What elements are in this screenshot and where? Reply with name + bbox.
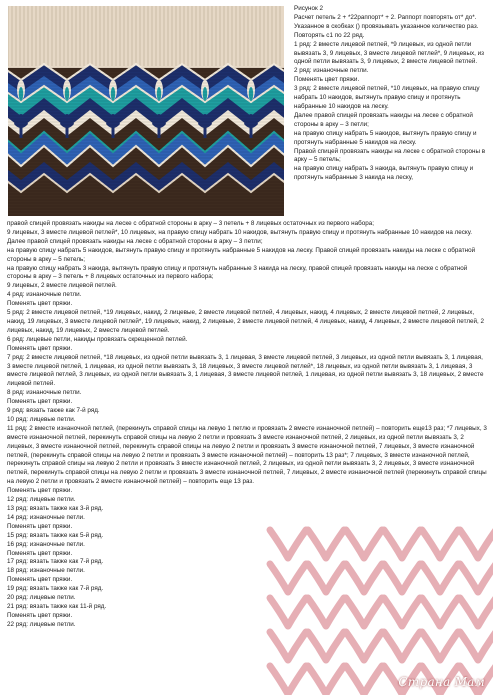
watermark xyxy=(260,520,493,695)
instruction-line: 6 ряд: лицевые петли, накиды провязать скрещенной петлей. xyxy=(7,335,188,343)
instruction-line: Правой спицей провязать накиды на леске с обратной стороны в арку – 5 петель; xyxy=(294,147,486,164)
instruction-line: 1 ряд: 2 вместе лицевой петлей, *9 лицевых, из одной петли вывязать 3, 9 лицевых, 3 вместе лицевой петлей*, 9 лицевых, из одной петли вывязать 3, 9 лицевых, 2 вместе лицевой петлей. xyxy=(294,40,485,66)
instruction-line: Поменять цвет пряжи. xyxy=(7,549,73,557)
watermark-pattern-icon xyxy=(260,520,493,695)
knitting-photo xyxy=(8,6,284,216)
instruction-line: Поменять цвет пряжи. xyxy=(7,611,73,619)
instruction-line: Поменять цвет пряжи. xyxy=(7,576,73,584)
side-lines-list xyxy=(294,14,488,183)
instruction-line: 22 ряд: лицевые петли. xyxy=(7,620,76,628)
instruction-line: 18 ряд: изнаночные петли. xyxy=(7,567,85,575)
instruction-line: Далее правой спицей провязать накиды на леске с обратной стороны в арку – 3 петли; xyxy=(294,111,473,128)
instruction-line: 19 ряд: вязать также как 7-й ряд. xyxy=(7,585,104,593)
instruction-line: 2 ряд: изнаночные петли. xyxy=(294,67,369,75)
instruction-line: 13 ряд: вязать также как 3-й ряд. xyxy=(7,505,104,512)
knitting-pattern-image xyxy=(8,6,284,216)
instruction-line: Поменять цвет пряжи. xyxy=(294,76,360,84)
instruction-line: Поменять цвет пряжи. xyxy=(7,300,73,308)
instruction-line: 9 ряд: вязать также как 7-й ряд. xyxy=(7,407,100,415)
instruction-line: Поменять цвет пряжи. xyxy=(7,487,73,495)
watermark-logo: Страна Мам xyxy=(398,675,485,689)
instruction-line: 9 лицевых, 3 вместе лицевой петлей*, 10 лицевых, на правую спицу набрать 10 накидов, вытянуть правую спицу и протянуть набранные 10 накидов на леску. Далее правой спицей провязать накиды на леске с обратной стороны в арку – 3 петли; xyxy=(7,228,473,245)
instruction-line: 10 ряд: лицевые петли. xyxy=(7,415,76,423)
instruction-line: 9 лицевых, 2 вместе лицевой петлей. xyxy=(7,282,117,290)
instruction-line: 4 ряд: изнаночные петли. xyxy=(7,291,82,299)
instructions-side-column xyxy=(294,5,488,183)
instruction-line: на правую спицу набрать 5 накидов, вытянуть правую спицу и протянуть набранные 5 накидов на леску. Правой спицей провязать накиды на леске с обратной стороны в арку – 5 петель; xyxy=(7,246,476,263)
instruction-line: 12 ряд: лицевые петли. xyxy=(7,496,76,504)
instruction-line: правой спицей провязать накиды на леске с обратной стороны в арку – 3 петель + 8 лицевых остаточных из первого набора; xyxy=(7,220,374,227)
instruction-line: 20 ряд: лицевые петли. xyxy=(7,594,76,602)
instruction-line: 17 ряд: вязать также как 7-й ряд. xyxy=(7,558,104,566)
instruction-line: Поменять цвет пряжи. xyxy=(7,522,73,530)
instruction-line: 7 ряд: 2 вместе лицевой петлей, *18 лицевых, из одной петли вывязать 3, 1 лицевая, 3 вместе лицевой петлей, 3 лицевых, из одной петли вывязать 3, 1 лицевая, 3 вместе лицевой петлей, 1 лицевая, из одной петли вывязать 3, 18 лицевых, 3 вместе лицевой петлей*, 18 лицевых, из одной петли вывязать 3, 1 лицевая, 3 вместе лицевой петлей, 3 лицевых, из одной петли вывязать 3, 1 лицевая, 3 вместе лицевой петлей, 1 лицевая, из одной петли вывязать 3, 18 лицевых, 2 вместе лицевой петлей. xyxy=(7,353,484,388)
instruction-line: 16 ряд: изнаночные петли. xyxy=(7,540,85,548)
instruction-line: на правую спицу набрать 3 накида, вытянуть правую спицу и протянуть набранные 3 накида на леску, правой спицей провязать накиды на леске с обратной стороны в арку – 3 петель + 8 лицевых остаточных из первого набора; xyxy=(7,264,468,281)
instruction-line: Поменять цвет пряжи. xyxy=(7,398,73,406)
instruction-line: 14 ряд: изнаночные петли. xyxy=(7,513,85,521)
instruction-line: 15 ряд: вязать также как 5-й ряд. xyxy=(7,531,104,539)
instruction-line: 3 ряд: 2 вместе лицевой петлей, *10 лицевых, на правую спицу набрать 10 накидов, вытянуть правую спицу и протянуть набранные 10 накидов на леску. xyxy=(294,85,480,110)
instruction-line: 21 ряд: вязать также как 11-й ряд. xyxy=(7,602,107,610)
instruction-line: Поменять цвет пряжи. xyxy=(7,344,73,352)
instruction-line: 11 ряд: 2 вместе изнаночной петлей, (перекинуть справой спицы на левую 1 петлю и провязать 2 вместе изнаночной петлей) – повторить еще13 раз; *7 лицевых, 3 вместе изнаночной петлей, перекинуть справой спицы на левую 2 петли и провязать 3 вместе изнаночной петлей, 2 лицевых, из одной петли вывязать 3, 2 лицевых, 3 вместе изнаночной петлей, перекинуть справой спицы на левую 2 петли и провязать 3 вместе изнаночной петлей, 7 лицевых, 3 вместе изнаночной петлей, (перекинуть справой спицы на левую 2 петли и провязать 3 вместе изнаночной петлей) – повторить 13 раз*; 7 лицевых, 3 вместе изнаночной петлей, перекинуть справой спицы на левую 2 петли и провязать 3 вместе изнаночной петлей, 2 лицевых, из одной петли вывязать 3, 2 лицевых, 3 вместе изнаночной петлей, перекинуть справой спицы на левую 2 петли и провязать 3 вместе изнаночной петлей, 7 лицевых, 2 вместе изнаночной петлей (перекинуть справой спицы на левую 2 петли и провязать 2 вместе изнаночной петлей) – повторить еще 13 раз. xyxy=(7,424,487,486)
instruction-line: 5 ряд: 2 вместе лицевой петлей, *19 лицевых, накид, 2 лицевые, 2 вместе лицевой петлей, 4 лицевых, накид, 4 лицевых, 2 вместе лицевой петлей, 2 лицевых, накид, 19 лицевых, 3 вместе лицевой петлей*, 19 лицевых, накид, 2 лицевые, 2 вместе лицевой петлей, 4 лицевых, накид, 4 лицевых, 2 вместе лицевой петлей, 2 лицевых, накид, 19 лицевых, 2 вместе лицевой петлей. xyxy=(7,309,485,334)
instruction-line: на правую спицу набрать 3 накида, вытянуть правую спицу и протянуть набранные 3 накида на леску, xyxy=(294,165,474,182)
instruction-line: Расчет петель 2 + *22раппорт* + 2. Раппорт повторять от* до*. Указанное в скобках () провязывать указанное количество раз. Повторять с1 по 22 ряд. xyxy=(294,13,479,39)
pattern-heading: Рисунок 2 xyxy=(294,5,324,12)
instruction-line: 8 ряд: изнаночные петли. xyxy=(7,389,82,397)
instruction-line: на правую спицу набрать 5 накидов, вытянуть правую спицу и протянуть набранные 5 накидов на леску. xyxy=(294,129,477,146)
